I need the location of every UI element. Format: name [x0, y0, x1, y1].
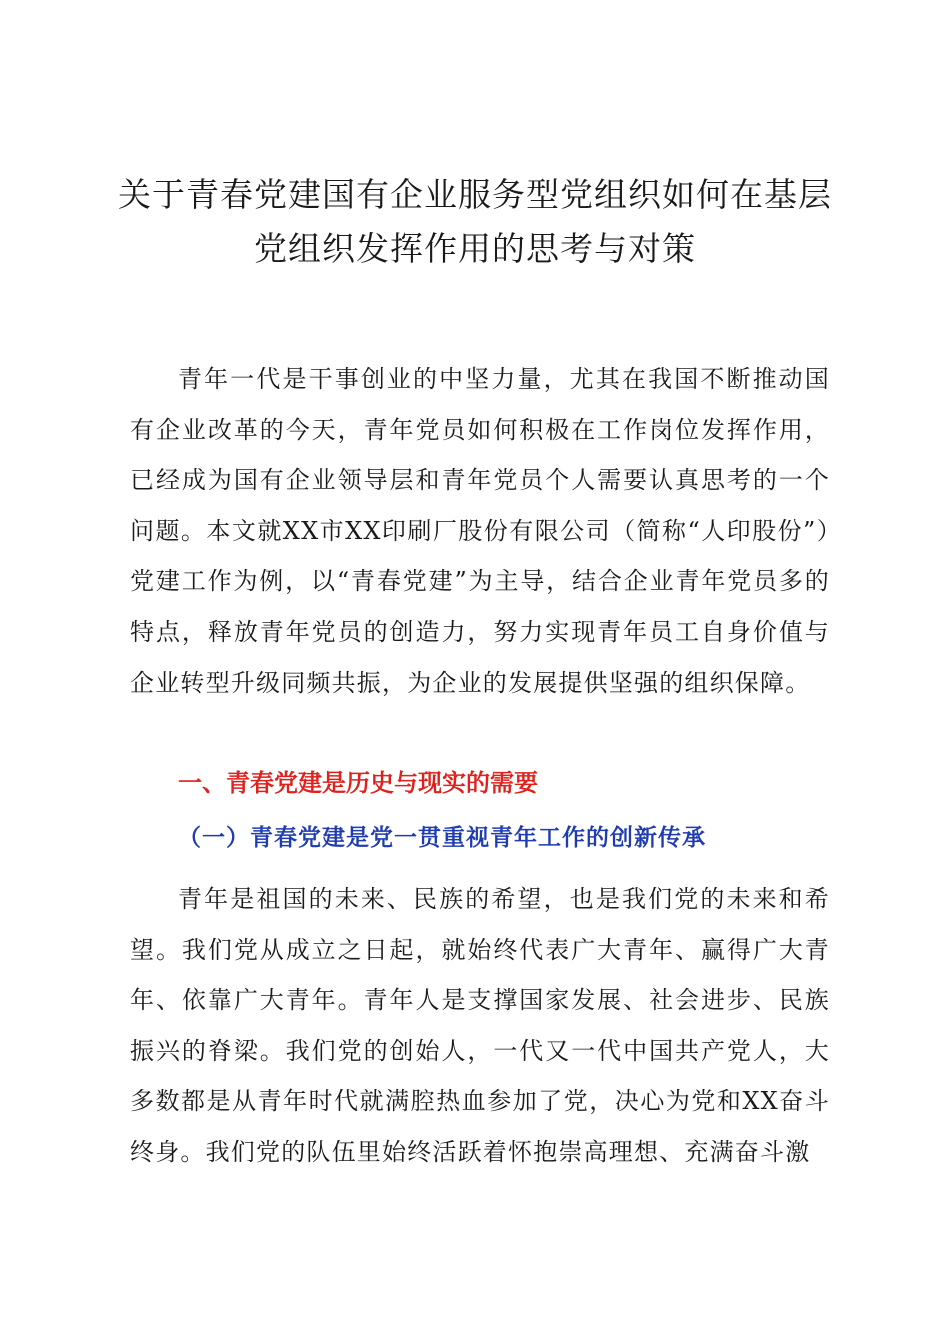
subsection-heading-1: （一）青春党建是党一贯重视青年工作的创新传承	[178, 824, 706, 851]
paragraph-intro: 青年一代是干事创业的中坚力量，尤其在我国不断推动国有企业改革的今天，青年党员如何积极在工作岗位发挥作用，已经成为国有企业领导层和青年党员个人需要认真思考的一个问题。本文就XX市XX印刷厂股份有限公司（简称“人印股份”）党建工作为例，以“青春党建”为主导，结合企业青年党员多的特点，释放青年党员的创造力，努力实现青年员工自身价值与企业转型升级同频共振，为企业的发展提供坚强的组织保障。	[130, 365, 830, 697]
document-title: 关于青春党建国有企业服务型党组织如何在基层党组织发挥作用的思考与对策	[118, 175, 832, 268]
section-heading-1: 一、青春党建是历史与现实的需要	[178, 769, 538, 797]
paragraph-youth: 青年是祖国的未来、民族的希望，也是我们党的未来和希望。我们党从成立之日起，就始终代表广大青年、赢得广大青年、依靠广大青年。青年人是支撑国家发展、社会进步、民族振兴的脊梁。我们党的创始人，一代又一代中国共产党人，大多数都是从青年时代就满腔热血参加了党，决心为党和XX奋斗终身。我们党的队伍里始终活跃着怀抱崇高理想、充满奋斗激	[130, 885, 830, 1166]
